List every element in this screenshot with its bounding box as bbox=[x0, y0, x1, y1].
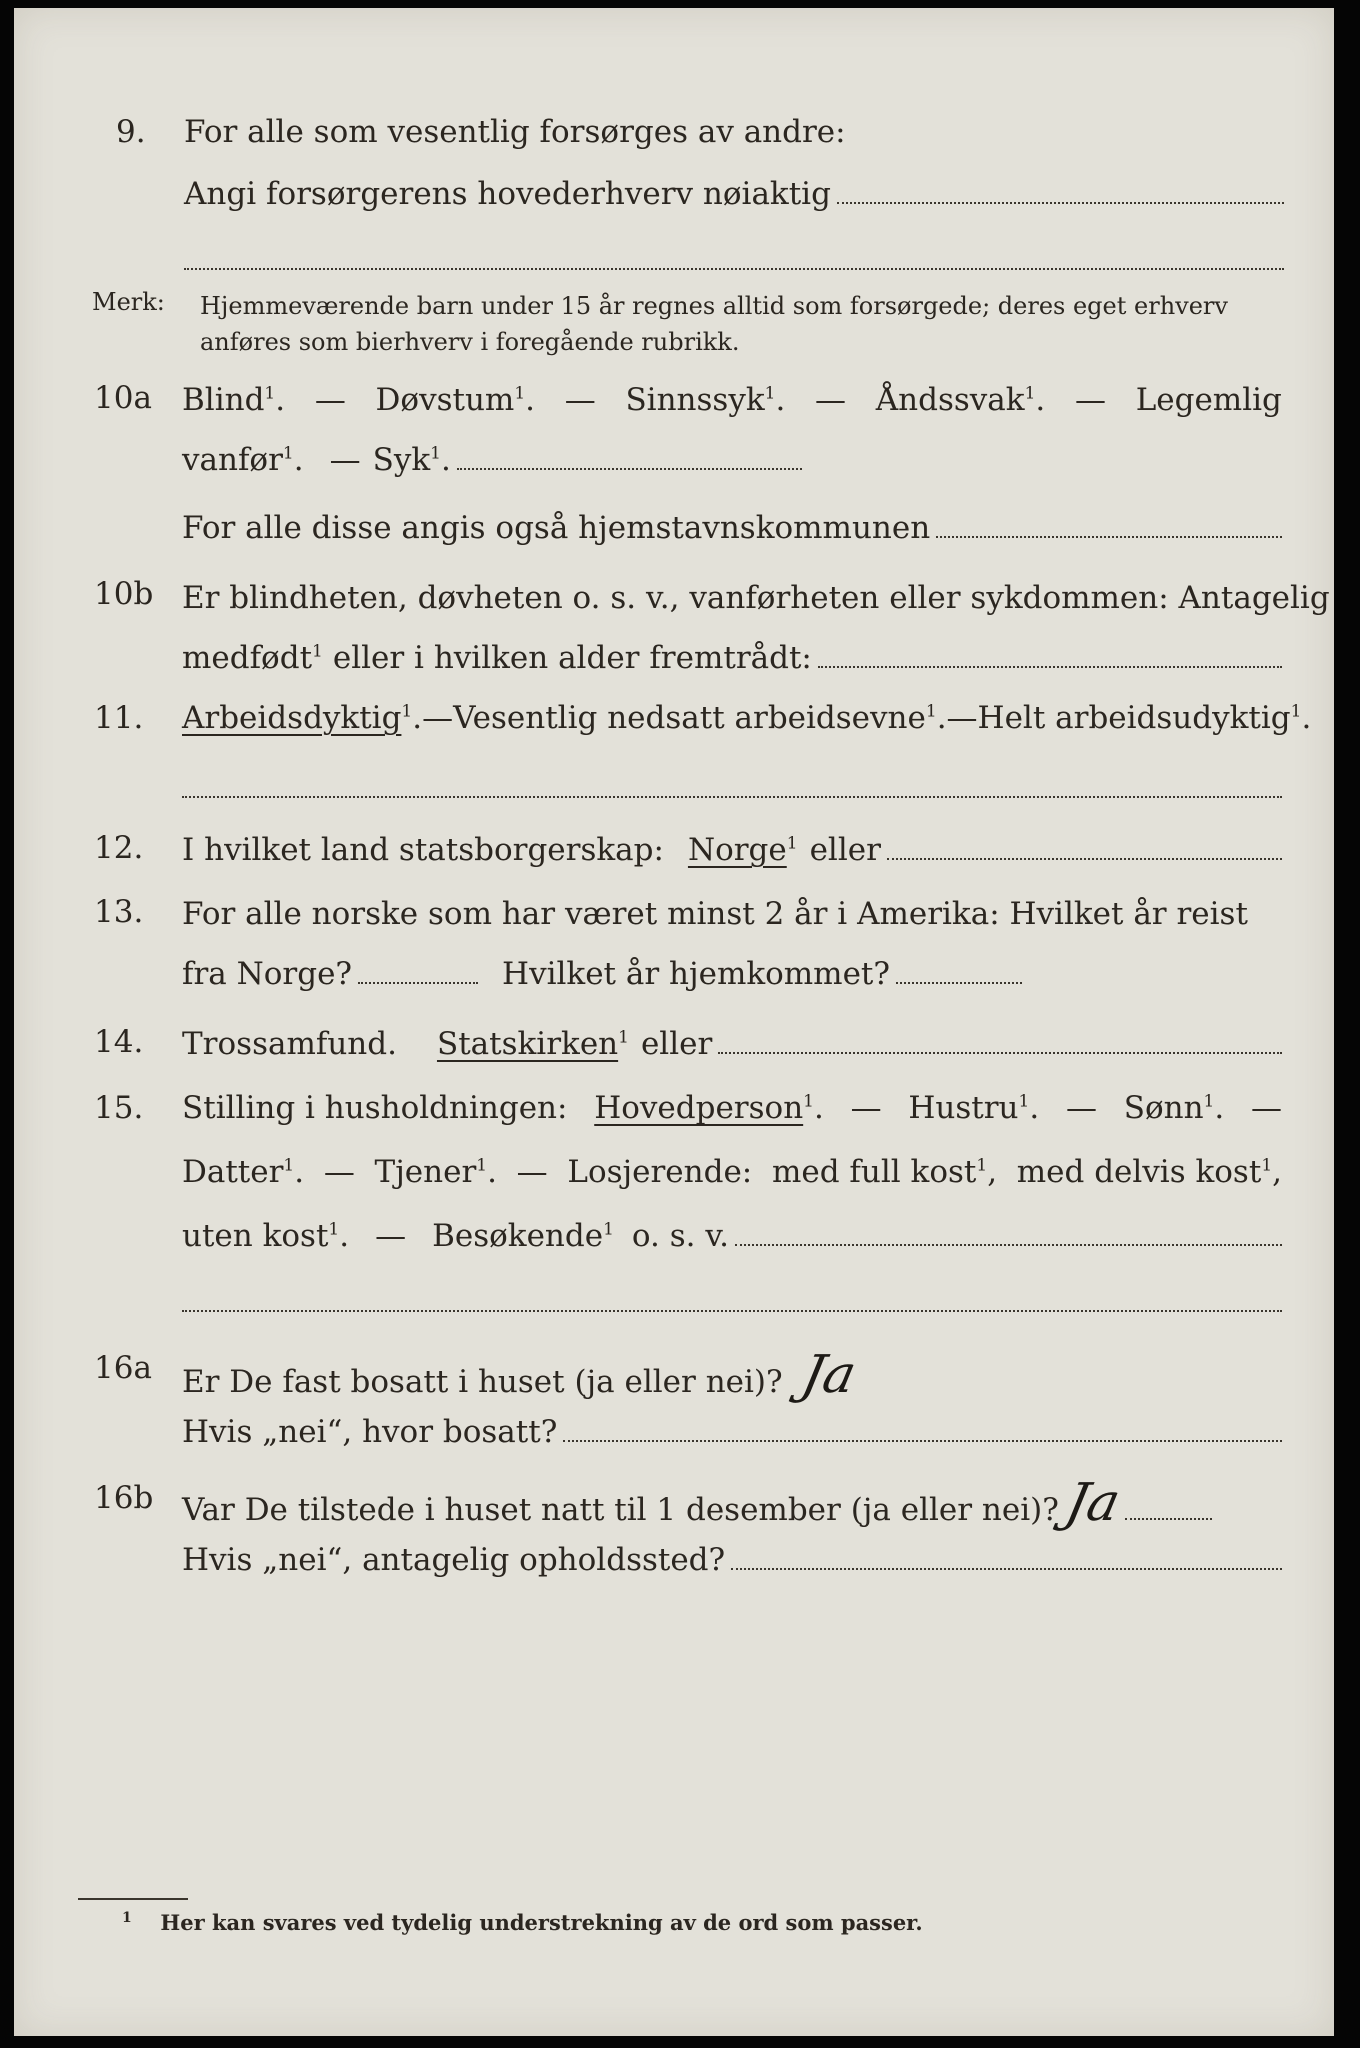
q10a-line3 bbox=[182, 508, 1282, 548]
q14-rest: eller bbox=[640, 1026, 713, 1062]
footnote-text: Her kan svares ved tydelig understrekning av de ord som passer. bbox=[160, 1910, 923, 1935]
q12-text: I hvilket land statsborgerskap: bbox=[182, 832, 664, 868]
q15-line2: Datter$^1$. — Tjener$^1$. — Losjerende: med full kost$^1$, med delvis kost$^1$, bbox=[182, 1154, 1282, 1190]
q13-hjemkommet-field[interactable] bbox=[896, 981, 1022, 984]
q14-answer-field[interactable] bbox=[718, 1051, 1282, 1054]
q15-opt-hustru[interactable]: Hustru$^1$. bbox=[908, 1090, 1040, 1126]
q10a-opt-syk[interactable]: Syk$^1$. bbox=[372, 442, 451, 478]
q11-opt-nedsatt[interactable]: Vesentlig nedsatt arbeidsevne$^1$. bbox=[453, 700, 947, 736]
q16b-question: Var De tilstede i huset natt til 1 desember (ja eller nei)? bbox=[182, 1492, 1059, 1528]
q15-line1: Stilling i husholdningen: Hovedperson$^1$. — Hustru$^1$. — Sønn$^1$. — bbox=[182, 1090, 1282, 1126]
q15-opt-hovedperson[interactable]: Hovedperson$^1$. bbox=[594, 1090, 824, 1126]
merk-label: Merk: bbox=[92, 288, 165, 316]
q10a-syk-field[interactable] bbox=[457, 467, 802, 470]
q16a-question: Er De fast bosatt i huset (ja eller nei)? bbox=[182, 1364, 783, 1400]
q16b-answer-field[interactable] bbox=[1125, 1517, 1212, 1520]
q13-line2 bbox=[182, 954, 1022, 994]
q10a-number: 10a bbox=[94, 380, 152, 416]
q10a-line1: Blind$^1$. — Døvstum$^1$. — Sinnssyk$^1$. — Åndssvak$^1$. — Legemlig bbox=[182, 382, 1282, 418]
q9-line1: For alle som vesentlig forsørges av andre: bbox=[184, 114, 846, 150]
q10b-line2-text: eller i hvilken alder fremtrådt: bbox=[332, 640, 812, 676]
q12-line1 bbox=[182, 830, 1282, 870]
q15-number: 15. bbox=[94, 1090, 144, 1126]
q15-answer-field[interactable] bbox=[735, 1243, 1282, 1246]
q16b-followup: Hvis „nei“, antagelig opholdssted? bbox=[182, 1542, 726, 1578]
q10a-opt-vanfor[interactable]: vanfør$^1$. bbox=[182, 442, 304, 478]
q9-line2 bbox=[184, 174, 1284, 214]
q16b-number: 16b bbox=[94, 1480, 154, 1516]
q16a-bosatt-field[interactable] bbox=[563, 1439, 1282, 1442]
q14-text: Trossamfund. bbox=[182, 1026, 397, 1062]
footnote bbox=[122, 1908, 923, 1938]
q14-number: 14. bbox=[94, 1024, 144, 1060]
q10b-line2 bbox=[182, 638, 1282, 678]
q12-number: 12. bbox=[94, 830, 144, 866]
q16b-line1 bbox=[182, 1473, 1212, 1533]
q11-line1: Arbeidsdyktig$^1$. — Vesentlig nedsatt arbeidsevne$^1$. — Helt arbeidsudyktig$^1$. bbox=[182, 700, 1312, 736]
merk-line1: Hjemmeværende barn under 15 år regnes alltid som forsørgede; deres eget erhverv bbox=[200, 292, 1228, 320]
q15-answer-field-2[interactable] bbox=[182, 1310, 1282, 1312]
q15-opt-delvis-kost[interactable]: med delvis kost$^1$, bbox=[1016, 1154, 1282, 1190]
q14-opt-statskirken[interactable]: Statskirken$^1$ bbox=[436, 1026, 629, 1062]
q15-line3: uten kost$^1$. — Besøkende$^1$ o. s. v. bbox=[182, 1216, 1282, 1256]
q15-opt-full-kost[interactable]: med full kost$^1$, bbox=[771, 1154, 998, 1190]
q15-opt-sonn[interactable]: Sønn$^1$. bbox=[1123, 1090, 1225, 1126]
q11-number: 11. bbox=[94, 700, 144, 736]
q10a-opt-blind[interactable]: Blind$^1$. bbox=[182, 382, 286, 418]
q10a-line3-text: For alle disse angis også hjemstavnskommunen bbox=[182, 510, 931, 546]
q9-number: 9. bbox=[116, 114, 146, 150]
q13-hjemkommet-label: Hvilket år hjemkommet? bbox=[502, 956, 891, 992]
q10a-opt-sinnssyk[interactable]: Sinnssyk$^1$. bbox=[625, 382, 786, 418]
q13-reist-field[interactable] bbox=[358, 981, 478, 984]
q13-line1: For alle norske som har været minst 2 år i Amerika: Hvilket år reist bbox=[182, 896, 1248, 932]
q15-opt-uten-kost[interactable]: uten kost$^1$. bbox=[182, 1218, 350, 1254]
q9-answer-field[interactable] bbox=[837, 201, 1284, 204]
q9-line2-text: Angi forsørgerens hovederhverv nøiaktig bbox=[184, 176, 831, 212]
footnote-rule bbox=[78, 1898, 188, 1900]
q16b-opholdssted-field[interactable] bbox=[731, 1567, 1282, 1570]
census-form-page bbox=[14, 8, 1334, 2036]
q10a-hjemstavn-field[interactable] bbox=[936, 535, 1282, 538]
q16a-number: 16a bbox=[94, 1350, 152, 1386]
q10b-line1: Er blindheten, døvheten o. s. v., vanførheten eller sykdommen: Antagelig bbox=[182, 580, 1330, 616]
footnote-mark: 1 bbox=[122, 1910, 132, 1926]
q10b-number: 10b bbox=[94, 576, 154, 612]
q10a-opt-andssvak[interactable]: Åndssvak$^1$. bbox=[875, 382, 1046, 418]
q10a-line2: vanfør$^1$. — Syk$^1$. bbox=[182, 440, 802, 480]
q11-opt-udyktig[interactable]: Helt arbeidsudyktig$^1$. bbox=[977, 700, 1312, 736]
q12-answer-field[interactable] bbox=[887, 857, 1282, 860]
q9-answer-field-2[interactable] bbox=[184, 268, 1284, 270]
q10b-opt-medfodt[interactable]: medfødt$^1$ bbox=[182, 640, 323, 676]
q15-opt-besokende[interactable]: Besøkende$^1$ bbox=[432, 1218, 614, 1254]
q11-opt-arbeidsdyktig[interactable]: Arbeidsdyktig$^1$. bbox=[182, 700, 423, 736]
q16a-followup: Hvis „nei“, hvor bosatt? bbox=[182, 1414, 558, 1450]
q15-opt-datter[interactable]: Datter$^1$. bbox=[182, 1154, 305, 1190]
q11-answer-field[interactable] bbox=[182, 796, 1282, 798]
q10b-answer-field[interactable] bbox=[818, 665, 1282, 668]
q15-opt-tjener[interactable]: Tjener$^1$. bbox=[374, 1154, 497, 1190]
q15-rest: o. s. v. bbox=[631, 1218, 730, 1254]
q16b-handwritten-answer[interactable]: Ja bbox=[1060, 1473, 1126, 1533]
q16b-line2 bbox=[182, 1540, 1282, 1580]
q14-line1 bbox=[182, 1024, 1282, 1064]
q12-rest: eller bbox=[809, 832, 881, 868]
q10a-opt-dovstum[interactable]: Døvstum$^1$. bbox=[375, 382, 535, 418]
q16a-handwritten-answer[interactable]: Ja bbox=[796, 1345, 861, 1405]
q15-opt-losjerende: Losjerende: bbox=[567, 1154, 753, 1190]
q12-opt-norge[interactable]: Norge$^1$ bbox=[687, 832, 798, 868]
q16a-line2 bbox=[182, 1412, 1282, 1452]
q16a-line1 bbox=[182, 1345, 861, 1405]
q13-number: 13. bbox=[94, 894, 144, 930]
merk-line2: anføres som bierhverv i foregående rubrikk. bbox=[200, 328, 740, 356]
q10a-opt-legemlig[interactable]: Legemlig bbox=[1135, 382, 1282, 418]
q13-reist-label: fra Norge? bbox=[182, 956, 353, 992]
q15-text: Stilling i husholdningen: bbox=[182, 1090, 568, 1126]
